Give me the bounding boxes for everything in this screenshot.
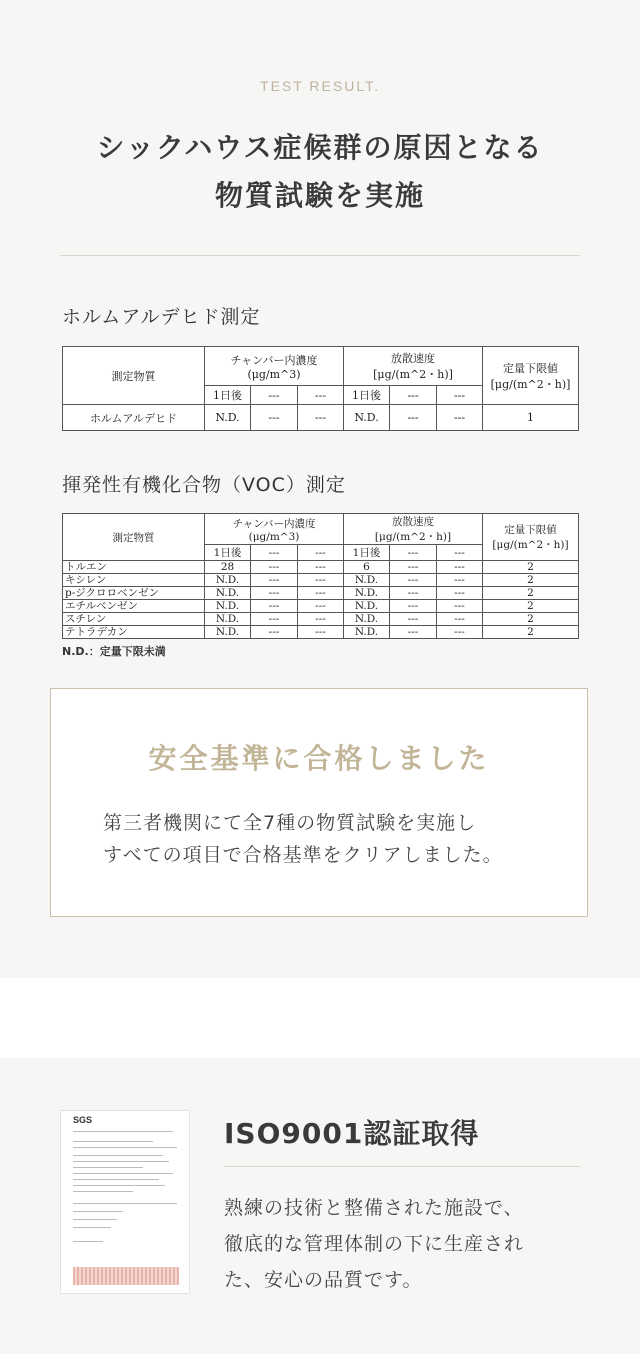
subheader-day1: 1日後 [344, 545, 390, 561]
table-row [63, 574, 579, 587]
section-spacer [0, 978, 640, 1058]
iso-title: ISO9001認証取得 [224, 1117, 480, 1150]
pass-title: 安全基準に合格しました [148, 742, 490, 775]
subheader-dash: --- [437, 386, 483, 405]
subheader-day1: 1日後 [344, 386, 390, 405]
cell-substance: キシレン [63, 574, 205, 587]
voc-table [62, 513, 579, 639]
header-emission-unit: [μg/(m^2・h)] [374, 531, 452, 543]
cell-dash: --- [390, 613, 437, 626]
iso-body-line-1: 熟練の技術と整備された施設で、 [224, 1197, 524, 1219]
cell-dash: --- [390, 405, 437, 431]
cell-substance: スチレン [63, 613, 205, 626]
cell-chamber: N.D. [205, 613, 251, 626]
voc-table-title: 揮発性有機化合物（VOC）測定 [62, 474, 346, 496]
cell-dash: --- [298, 405, 344, 431]
cell-dash: --- [390, 574, 437, 587]
cell-dash: --- [437, 613, 483, 626]
cell-chamber: N.D. [205, 405, 251, 431]
pass-body-line-2: すべての項目で合格基準をクリアしました。 [103, 844, 503, 866]
subheader-day1: 1日後 [205, 545, 251, 561]
header-limit-label: 定量下限値 [503, 361, 559, 375]
iso-body-line-2: 徹底的な管理体制の下に生産され [224, 1233, 525, 1255]
sgs-logo: SGS [73, 1115, 93, 1125]
header-chamber-label: チャンバー内濃度 [230, 353, 318, 367]
formaldehyde-table-title: ホルムアルデヒド測定 [62, 306, 261, 328]
cell-limit: 2 [483, 626, 579, 639]
cell-dash: --- [251, 600, 298, 613]
header-limit-unit: [μg/(m^2・h)] [490, 377, 571, 391]
header-substance: 測定物質 [63, 347, 205, 405]
headline-line-2: 物質試験を実施 [214, 179, 425, 212]
header-emission [344, 514, 483, 545]
cell-limit: 2 [483, 574, 579, 587]
header-emission-unit: [μg/(m^2・h)] [373, 368, 453, 381]
cell-substance: トルエン [63, 561, 205, 574]
cell-emission: N.D. [344, 587, 390, 600]
header-limit-unit: [μg/(m^2・h)] [492, 539, 569, 551]
subheader-dash: --- [390, 386, 437, 405]
divider [60, 255, 580, 256]
cell-substance: エチルベンゼン [63, 600, 205, 613]
header-emission [344, 347, 483, 386]
cell-dash: --- [251, 561, 298, 574]
certificate-seal [73, 1267, 179, 1285]
cell-chamber: N.D. [205, 626, 251, 639]
subheader-dash: --- [437, 545, 483, 561]
section-headline [0, 124, 640, 220]
cell-substance: テトラデカン [63, 626, 205, 639]
subheader-day1: 1日後 [205, 386, 251, 405]
cell-limit: 2 [483, 587, 579, 600]
cell-emission: N.D. [344, 613, 390, 626]
cell-substance: p-ジクロロベンゼン [63, 587, 205, 600]
cell-emission: N.D. [344, 626, 390, 639]
subheader-dash: --- [251, 386, 298, 405]
cell-emission: N.D. [344, 600, 390, 613]
header-chamber-unit: (μg/m^3) [248, 530, 300, 543]
cell-dash: --- [437, 405, 483, 431]
iso-certificate-image [60, 1110, 190, 1294]
cell-dash: --- [437, 587, 483, 600]
pass-result-box [50, 688, 588, 917]
cell-chamber: N.D. [205, 600, 251, 613]
iso-body [224, 1190, 584, 1298]
cell-dash: --- [298, 600, 344, 613]
cell-dash: --- [437, 626, 483, 639]
table-row [63, 626, 579, 639]
formaldehyde-table [62, 346, 579, 431]
table-row [63, 600, 579, 613]
cell-dash: --- [437, 600, 483, 613]
header-limit [483, 514, 579, 561]
cell-dash: --- [390, 587, 437, 600]
header-chamber [205, 514, 344, 545]
headline-line-1: シックハウス症候群の原因となる [96, 131, 544, 164]
subheader-dash: --- [298, 386, 344, 405]
cell-chamber: N.D. [205, 587, 251, 600]
pass-body [103, 807, 543, 871]
cell-dash: --- [298, 626, 344, 639]
cell-limit: 2 [483, 561, 579, 574]
cell-dash: --- [390, 600, 437, 613]
header-chamber-label: チャンバー内濃度 [232, 517, 316, 530]
cell-limit: 2 [483, 600, 579, 613]
cell-dash: --- [251, 587, 298, 600]
cell-dash: --- [390, 626, 437, 639]
cell-limit: 1 [483, 405, 579, 431]
pass-body-line-1: 第三者機関にて全7種の物質試験を実施し [103, 812, 477, 834]
iso-divider [224, 1166, 580, 1167]
header-emission-label: 放散速度 [392, 516, 434, 528]
header-substance: 測定物質 [63, 514, 205, 561]
table-row [63, 561, 579, 574]
cell-limit: 2 [483, 613, 579, 626]
cell-dash: --- [437, 561, 483, 574]
cell-dash: --- [251, 405, 298, 431]
subheader-dash: --- [251, 545, 298, 561]
cell-emission: N.D. [344, 574, 390, 587]
cell-emission: N.D. [344, 405, 390, 431]
cell-emission: 6 [344, 561, 390, 574]
header-chamber [205, 347, 344, 386]
cell-dash: --- [298, 613, 344, 626]
cell-dash: --- [390, 561, 437, 574]
cell-dash: --- [251, 626, 298, 639]
cell-dash: --- [251, 613, 298, 626]
table-row [63, 587, 579, 600]
cell-substance: ホルムアルデヒド [63, 405, 205, 431]
nd-footnote: N.D.：定量下限未満 [62, 645, 166, 658]
cell-dash: --- [298, 587, 344, 600]
cell-chamber: N.D. [205, 574, 251, 587]
cell-chamber: 28 [205, 561, 251, 574]
cell-dash: --- [251, 574, 298, 587]
header-limit [483, 347, 579, 405]
subheader-dash: --- [298, 545, 344, 561]
section-eyebrow: TEST RESULT. [260, 78, 380, 94]
table-row [63, 613, 579, 626]
header-emission-label: 放散速度 [391, 352, 436, 365]
cell-dash: --- [437, 574, 483, 587]
iso-body-line-3: た、安心の品質です。 [224, 1269, 423, 1291]
table-row [63, 405, 579, 431]
cell-dash: --- [298, 561, 344, 574]
header-limit-label: 定量下限値 [504, 524, 557, 536]
cell-dash: --- [298, 574, 344, 587]
header-chamber-unit: (μg/m^3) [247, 367, 301, 381]
subheader-dash: --- [390, 545, 437, 561]
